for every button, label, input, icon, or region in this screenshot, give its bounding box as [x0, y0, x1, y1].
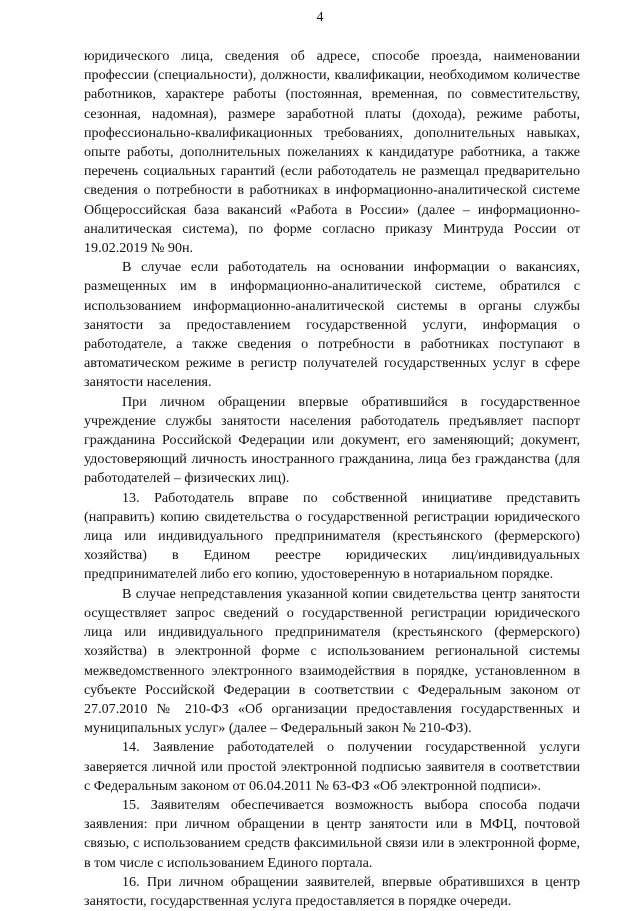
paragraph-15: 15. Заявителям обеспечивается возможность выбора способа подачи заявления: при личном обращении в центр занятости или в МФЦ, почтовой связью, с использованием средств факсимильной связи или в электронной форме, в том числе с использованием Единого портала. — [84, 796, 580, 871]
paragraph-13-continued: В случае непредставления указанной копии свидетельства центр занятости осуществляет запрос сведений о государственной регистрации юридического лица или индивидуального предпринимателя (крестьянского (фермерского) хозяйства) в электронной форме с использованием региональной системы межведомственного электронного взаимодействия в порядке, установленном в субъекте Российской Федерации в соответствии с Федеральным законом от 27.07.2010 № 210-ФЗ «Об организации предоставления государственных и муниципальных услуг» (далее – Федеральный закон № 210-ФЗ). — [84, 585, 580, 737]
paragraph-16: 16. При личном обращении заявителей, впервые обратившихся в центр занятости, государственная услуга предоставляется в порядке очереди. — [84, 873, 580, 909]
paragraph-13: 13. Работодатель вправе по собственной инициативе представить (направить) копию свидетельства о государственной регистрации юридического лица или индивидуального предпринимателя (крестьянского (фермерского) хозяйства) в Едином реестре юридических лиц/индивидуальных предпринимателей либо его копию, удостоверенную в нотариальном порядке. — [84, 489, 580, 583]
paragraph-continuation: юридического лица, сведения об адресе, способе проезда, наименовании профессии (специальности), должности, квалификации, необходимом количестве работников, характере работы (постоянная, временная, по совместительству, сезонная, надомная), размере заработной платы (дохода), режиме работы, профессионально-квалификационных требованиях, дополнительных навыках, опыте работы, дополнительных пожеланиях к кандидатуре работника, а также перечень социальных гарантий (если работодатель не размещал предварительно сведения о потребности в работниках в информационно-аналитической системе Общероссийская база вакансий «Работа в России» (далее – информационно-аналитическая система), по форме согласно приказу Минтруда России от 19.02.2019 № 90н. — [84, 48, 580, 257]
paragraph-14: 14. Заявление работодателей о получении государственной услуги заверяется личной или простой электронной подписью заявителя в соответствии с Федеральным законом от 06.04.2011 № 63-ФЗ «Об электронной подписи». — [84, 739, 580, 794]
paragraph-online-request: В случае если работодатель на основании информации о вакансиях, размещенных им в информационно-аналитической системе, обратился с использованием информационно-аналитической системы в органы службы занятости за предоставлением государственной услуги, информация о работодателе, а также сведения о потребности в работниках поступают в автоматическом режиме в регистр получателей государственных услуг в сфере занятости населения. — [84, 259, 580, 391]
page-number: 4 — [316, 10, 324, 25]
paragraph-personal-visit: При личном обращении впервые обратившийся в государственное учреждение службы занятости населения работодатель предъявляет паспорт гражданина Российской Федерации или документ, его заменяющий; документ, удостоверяющий личность иностранного гражданина, лица без гражданства (для работодателей – физических лиц). — [84, 393, 580, 487]
document-body — [84, 47, 580, 911]
